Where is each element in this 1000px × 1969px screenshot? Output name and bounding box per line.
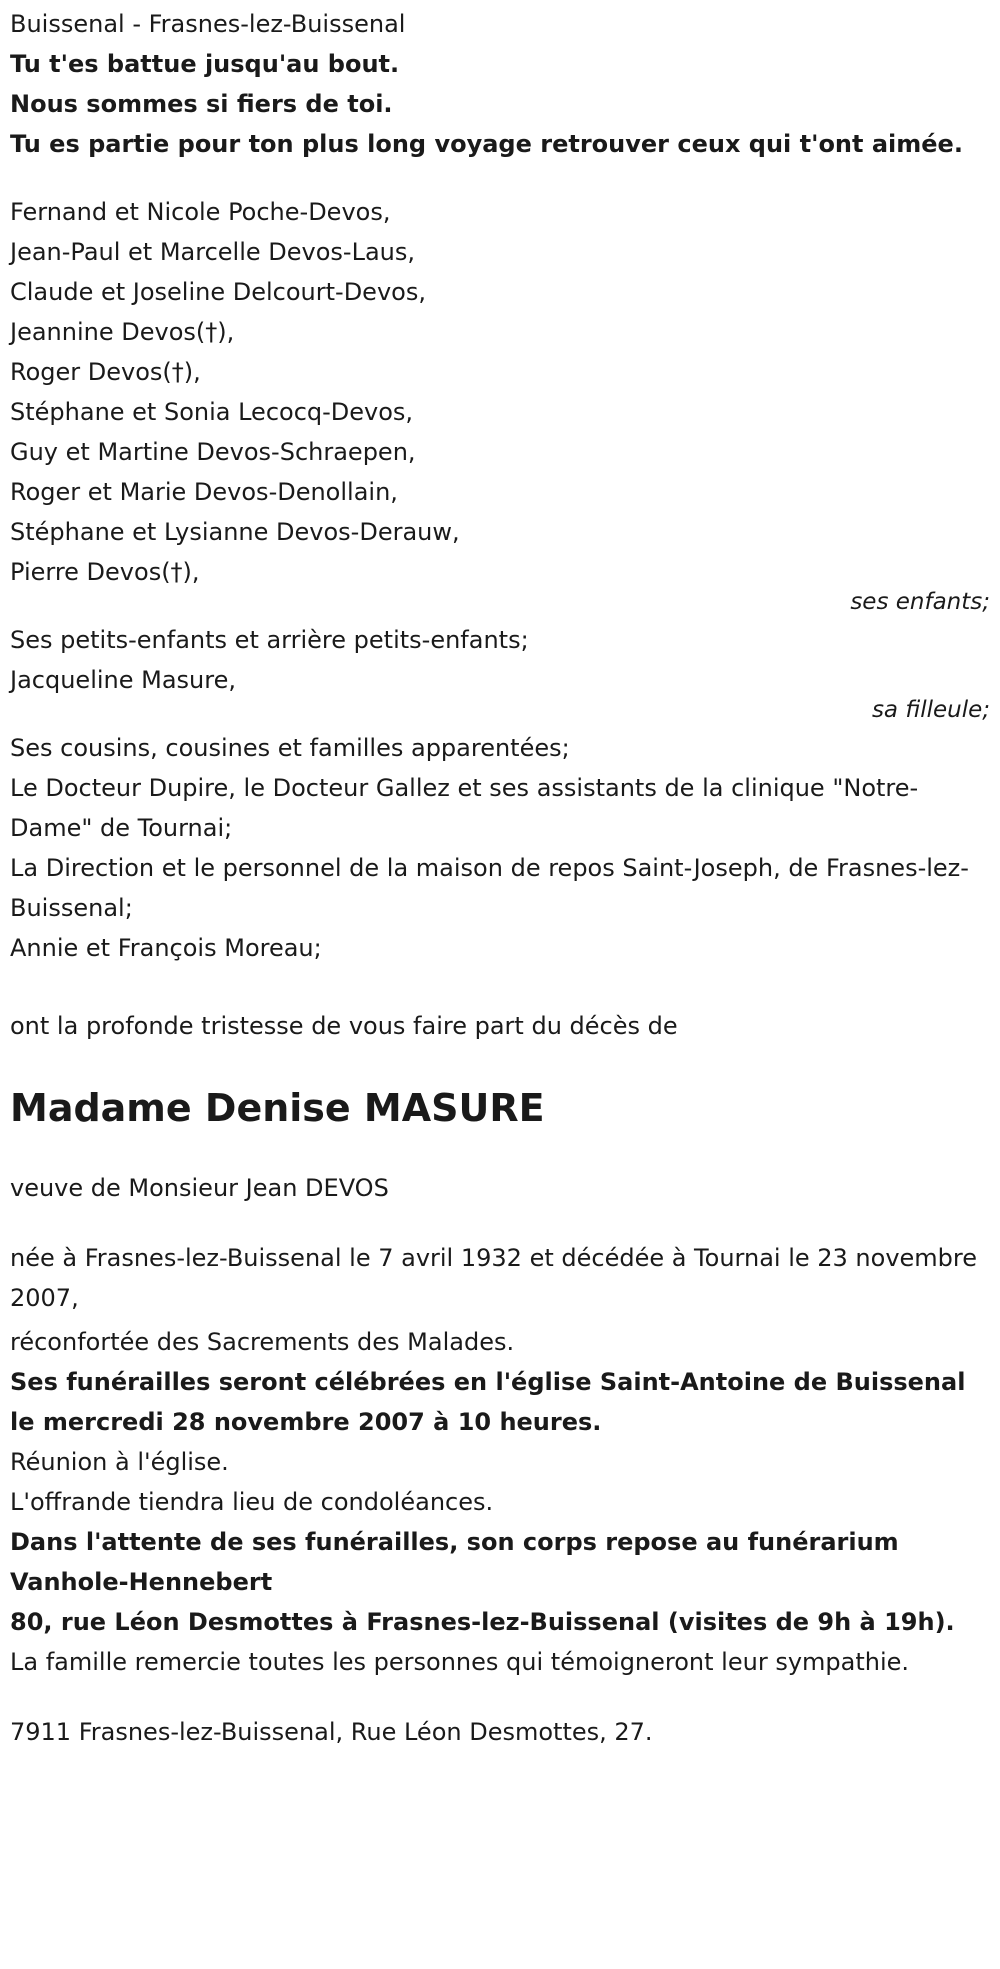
funeral-place: Ses funérailles seront célébrées en l'église Saint-Antoine de Buissenal	[10, 1368, 966, 1396]
child-entry: Pierre Devos(†),	[10, 558, 200, 586]
child-entry: Guy et Martine Devos-Schraepen,	[10, 438, 416, 466]
epitaph-line-3: Tu es partie pour ton plus long voyage retrouver ceux qui t'ont aimée.	[10, 130, 963, 158]
epitaph-line-2: Nous sommes si fiers de toi.	[10, 90, 393, 118]
child-entry: Roger et Marie Devos-Denollain,	[10, 478, 398, 506]
funeral-date: le mercredi 28 novembre 2007 à 10 heures.	[10, 1408, 602, 1436]
friends: Annie et François Moreau;	[10, 934, 322, 962]
sacraments: réconfortée des Sacrements des Malades.	[10, 1328, 515, 1356]
grandchildren: Ses petits-enfants et arrière petits-enfants;	[10, 626, 529, 654]
offering: L'offrande tiendra lieu de condoléances.	[10, 1488, 494, 1516]
child-entry: Stéphane et Sonia Lecocq-Devos,	[10, 398, 414, 426]
meeting: Réunion à l'église.	[10, 1448, 229, 1476]
announcement: ont la profonde tristesse de vous faire part du décès de	[10, 1012, 678, 1040]
child-entry: Jean-Paul et Marcelle Devos-Laus,	[10, 238, 415, 266]
funerarium-address: 80, rue Léon Desmottes à Frasnes-lez-Buissenal (visites de 9h à 19h).	[10, 1608, 955, 1636]
goddaughter-role: sa filleule;	[871, 697, 990, 723]
deceased-name: Madame Denise MASURE	[10, 1086, 545, 1130]
header-location: Buissenal - Frasnes-lez-Buissenal	[10, 10, 406, 38]
goddaughter: Jacqueline Masure,	[10, 666, 236, 694]
child-entry: Fernand et Nicole Poche-Devos,	[10, 198, 391, 226]
widow-of: veuve de Monsieur Jean DEVOS	[10, 1174, 389, 1202]
child-entry: Stéphane et Lysianne Devos-Derauw,	[10, 518, 460, 546]
child-entry: Roger Devos(†),	[10, 358, 201, 386]
care-home-staff: La Direction et le personnel de la maison de repos Saint-Joseph, de Frasnes-lez-Buissenal;	[10, 854, 969, 922]
thanks: La famille remercie toutes les personnes qui témoigneront leur sympathie.	[10, 1648, 910, 1676]
funerarium: Dans l'attente de ses funérailles, son corps repose au funérarium Vanhole-Hennebert	[10, 1528, 899, 1596]
child-entry: Jeannine Devos(†),	[10, 318, 235, 346]
epitaph-line-1: Tu t'es battue jusqu'au bout.	[10, 50, 400, 78]
doctors: Le Docteur Dupire, le Docteur Gallez et ses assistants de la clinique "Notre-Dame" de Tournai;	[10, 774, 919, 842]
children-list	[10, 192, 990, 592]
other-relatives: Ses cousins, cousines et familles apparentées;	[10, 734, 570, 762]
children-role: ses enfants;	[850, 589, 990, 615]
birth-death: née à Frasnes-lez-Buissenal le 7 avril 1932 et décédée à Tournai le 23 novembre 2007,	[10, 1244, 978, 1312]
family-address: 7911 Frasnes-lez-Buissenal, Rue Léon Desmottes, 27.	[10, 1718, 653, 1746]
child-entry: Claude et Joseline Delcourt-Devos,	[10, 278, 426, 306]
